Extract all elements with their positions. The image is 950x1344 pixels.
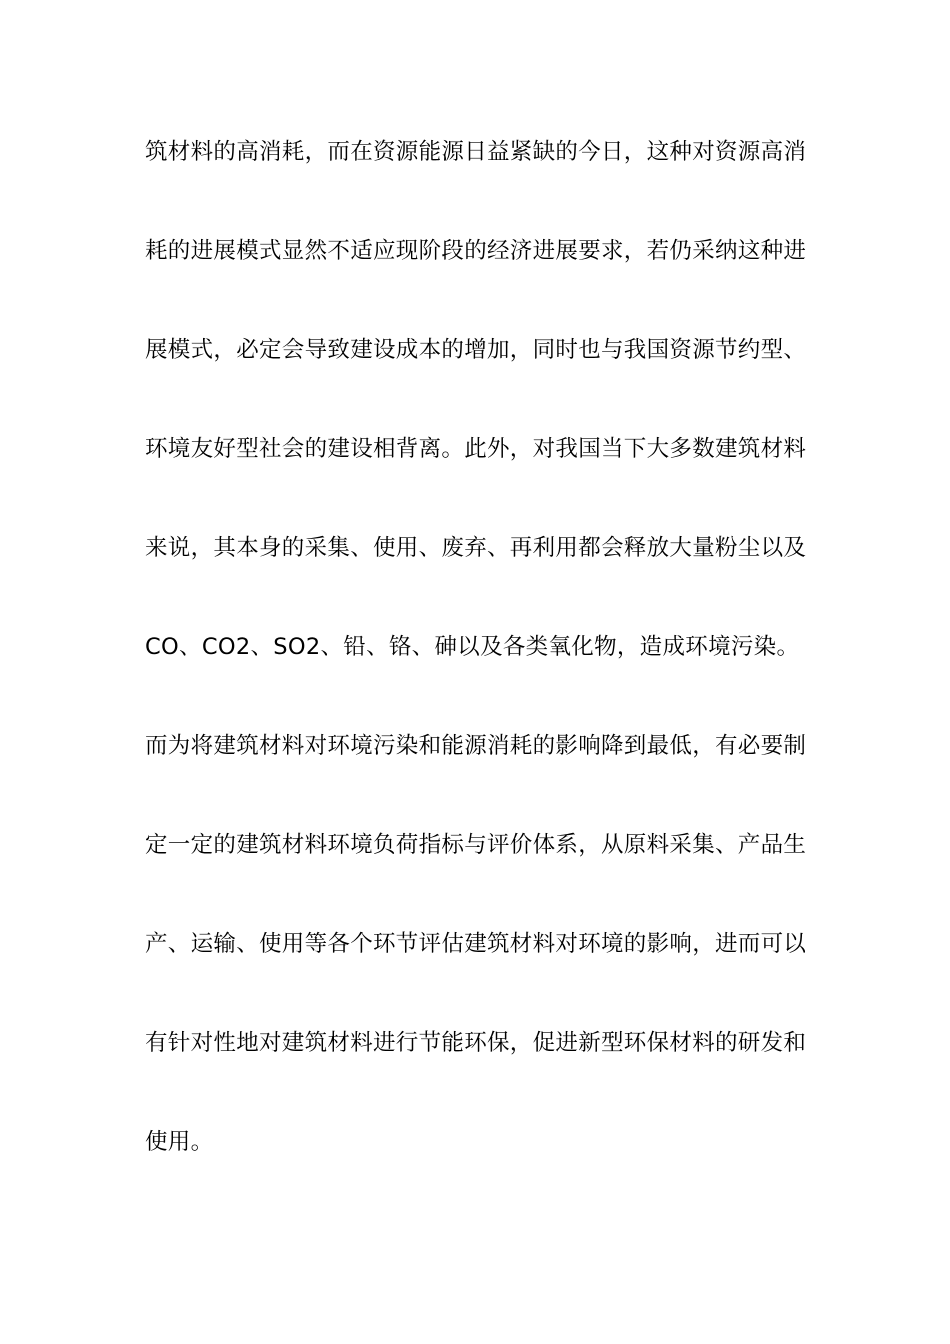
text-line: 筑材料的高消耗，而在资源能源日益紧缺的今日，这种对资源高消 <box>145 139 807 165</box>
text-line: CO、CO2、SO2、铅、铬、砷以及各类氧化物，造成环境污染。 <box>145 634 800 660</box>
text-line: 定一定的建筑材料环境负荷指标与评价体系，从原料采集、产品生 <box>145 832 807 858</box>
text-line: 耗的进展模式显然不适应现阶段的经济进展要求，若仍采纳这种进 <box>145 238 807 264</box>
text-line: 使用。 <box>145 1129 214 1155</box>
body-paragraph <box>145 128 815 1217</box>
text-line: 产、运输、使用等各个环节评估建筑材料对环境的影响，进而可以 <box>145 931 807 957</box>
text-line: 而为将建筑材料对环境污染和能源消耗的影响降到最低，有必要制 <box>145 733 807 759</box>
text-line: 来说，其本身的采集、使用、废弃、再利用都会释放大量粉尘以及 <box>145 535 807 561</box>
text-line: 环境友好型社会的建设相背离。此外，对我国当下大多数建筑材料 <box>145 436 807 462</box>
text-line: 展模式，必定会导致建设成本的增加，同时也与我国资源节约型、 <box>145 337 807 363</box>
text-line: 有针对性地对建筑材料进行节能环保，促进新型环保材料的研发和 <box>145 1030 807 1056</box>
